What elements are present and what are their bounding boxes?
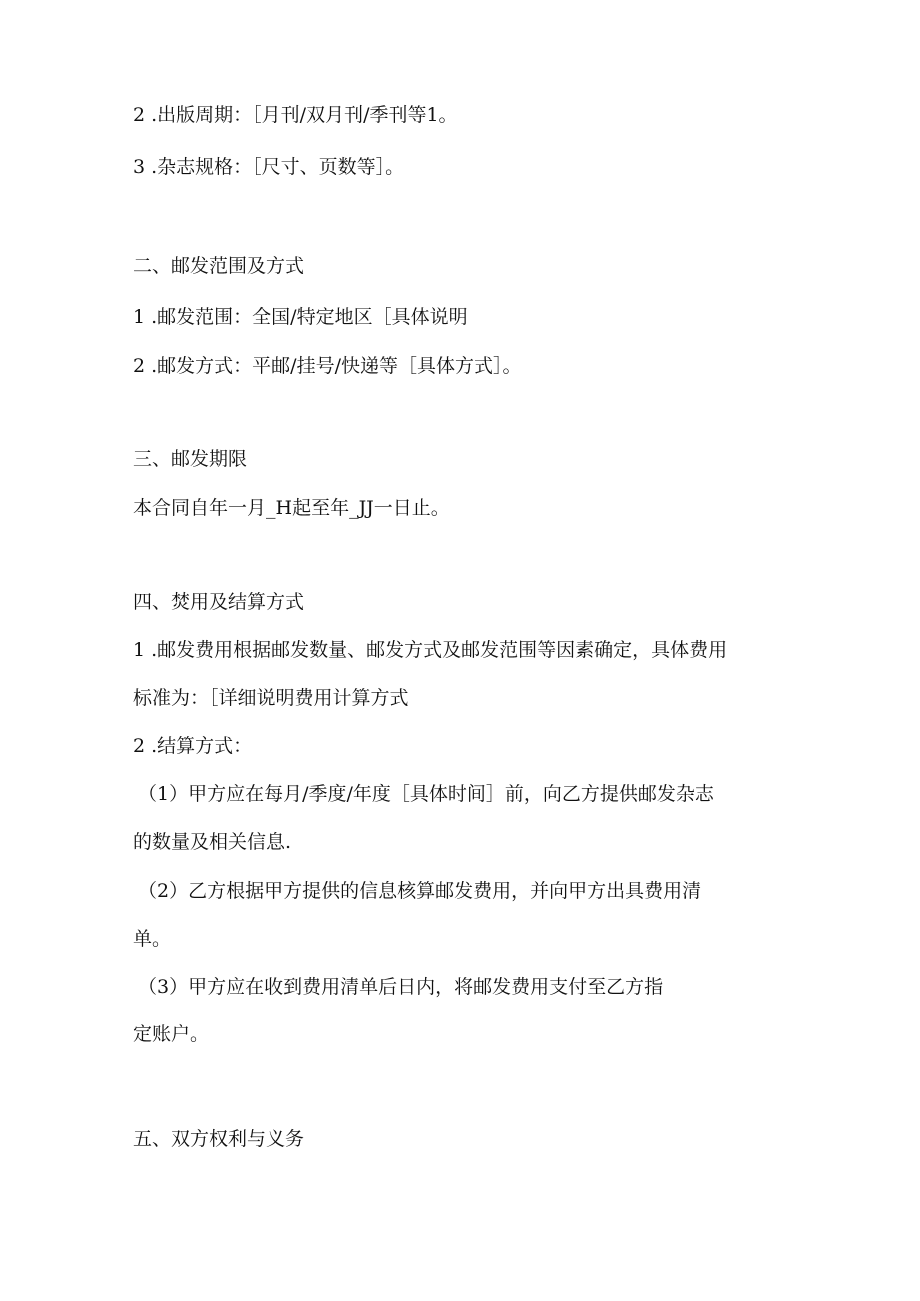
subitem-2-line1: （2）乙方根据甲方提供的信息核算邮发费用，并向甲方出具费用清 (138, 880, 702, 902)
item-settlement-method: 2 .结算方式： (133, 735, 253, 757)
subitem-1-line2: 的数量及相关信息. (133, 831, 292, 853)
subitem-3-line1: （3）甲方应在收到费用清单后日内，将邮发费用支付至乙方指 (138, 976, 664, 998)
heading-section-5: 五、双方权利与义务 (133, 1128, 305, 1150)
heading-section-4: 四、焚用及结算方式 (133, 591, 305, 613)
heading-section-3: 三、邮发期限 (133, 448, 248, 470)
item-fee-basis-line2: 标准为：［详细说明费用计算方式 (133, 687, 409, 709)
item-mailing-scope: 1 .邮发范围：全国/特定地区［具体说明 (133, 306, 468, 328)
subitem-2-line2: 单。 (133, 928, 172, 950)
item-publication-cycle: 2 .出版周期：［月刊/双月刊/季刊等1。 (133, 104, 458, 126)
item-fee-basis-line1: 1 .邮发费用根据邮发数量、邮发方式及邮发范围等因素确定，具体费用 (133, 639, 728, 661)
item-mailing-method: 2 .邮发方式：平邮/挂号/快递等［具体方式］。 (133, 355, 522, 377)
item-magazine-spec: 3 .杂志规格：［尺寸、页数等］。 (133, 156, 405, 178)
subitem-3-line2: 定账户。 (133, 1023, 210, 1045)
heading-section-2: 二、邮发范围及方式 (133, 255, 305, 277)
subitem-1-line1: （1）甲方应在每月/季度/年度［具体时间］前，向乙方提供邮发杂志 (138, 783, 714, 805)
paragraph-contract-term: 本合同自年一月_H起至年_JJ一日止。 (133, 497, 450, 519)
